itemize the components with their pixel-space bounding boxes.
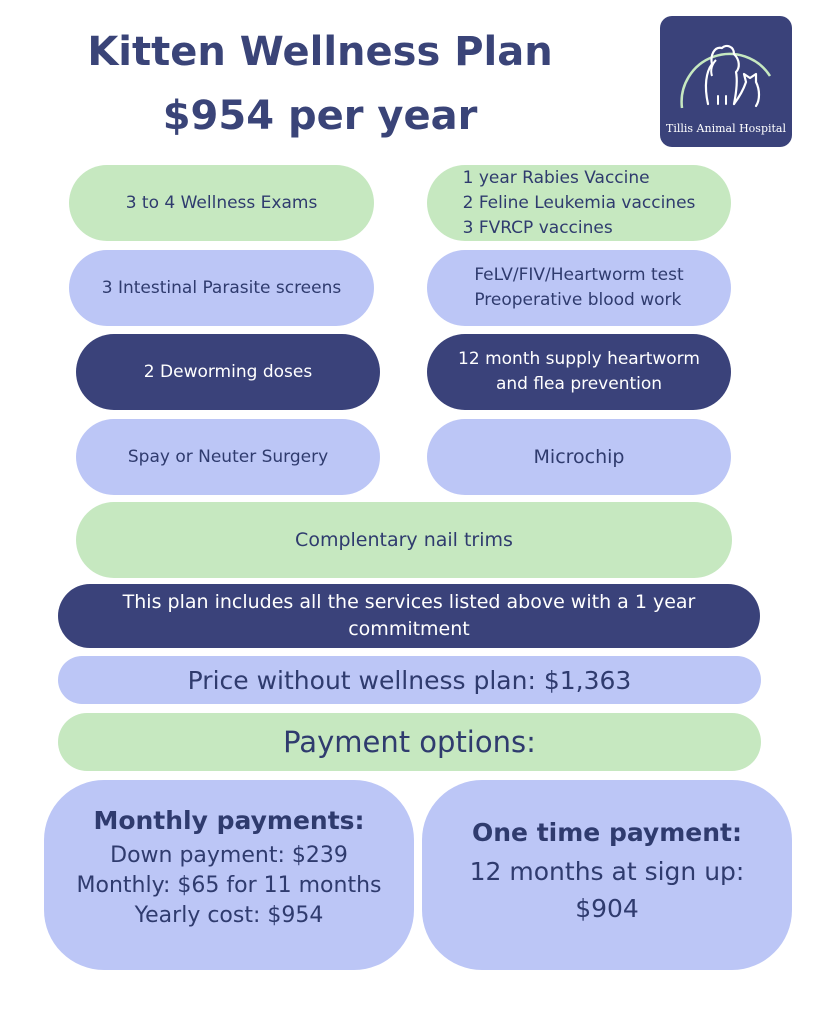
vaccine-item: 3 FVRCP vaccines [462,217,613,238]
deworming-text: 2 Deworming doses [143,361,313,382]
monthly-line: Yearly cost: $954 [134,903,324,928]
parasite-screens-text: 3 Intestinal Parasite screens [101,277,342,298]
nail-trims-text: Complentary nail trims [295,528,513,551]
nail-trims-pill [76,502,732,578]
surgery-text: Spay or Neuter Surgery [127,446,329,467]
test-item: FeLV/FIV/Heartworm test [474,265,684,285]
parasite-screens-pill [69,250,374,326]
vaccines-pill [427,165,731,241]
microchip-text: Microchip [533,445,625,468]
microchip-pill [427,419,731,495]
vaccine-item: 2 Feline Leukemia vaccines [462,192,696,213]
one-time-payment-card [422,780,792,970]
monthly-heading: Monthly payments: [93,806,365,835]
page-title: Kitten Wellness Plan [87,29,553,75]
prevention-pill [427,334,731,410]
one-time-price: $904 [575,894,639,923]
plan-price: $954 per year [162,93,478,139]
monthly-payments-card [44,780,414,970]
prevention-line: and flea prevention [495,374,663,394]
hospital-logo [660,16,792,147]
vaccine-item: 1 year Rabies Vaccine [462,167,650,188]
payment-options-bar [58,713,761,771]
commitment-line: This plan includes all the services listed above with a 1 year [122,591,696,613]
test-item: Preoperative blood work [474,290,682,310]
payment-options-label: Payment options: [283,724,536,759]
monthly-line: Down payment: $239 [110,843,348,868]
surgery-pill [76,419,380,495]
one-time-heading: One time payment: [472,818,742,847]
logo-text: Tillis Animal Hospital [665,122,787,135]
commitment-banner [58,584,760,648]
price-without-plan-bar [58,656,761,704]
wellness-exams-text: 3 to 4 Wellness Exams [125,192,318,213]
one-time-line: 12 months at sign up: [469,857,745,886]
prevention-line: 12 month supply heartworm [458,349,700,369]
deworming-pill [76,334,380,410]
tests-pill [427,250,731,326]
price-without-plan-text: Price without wellness plan: $1,363 [187,665,632,695]
commitment-line: commitment [348,618,470,640]
monthly-line: Monthly: $65 for 11 months [76,873,382,898]
dog-and-cat-icon [660,16,792,128]
wellness-exams-pill [69,165,374,241]
